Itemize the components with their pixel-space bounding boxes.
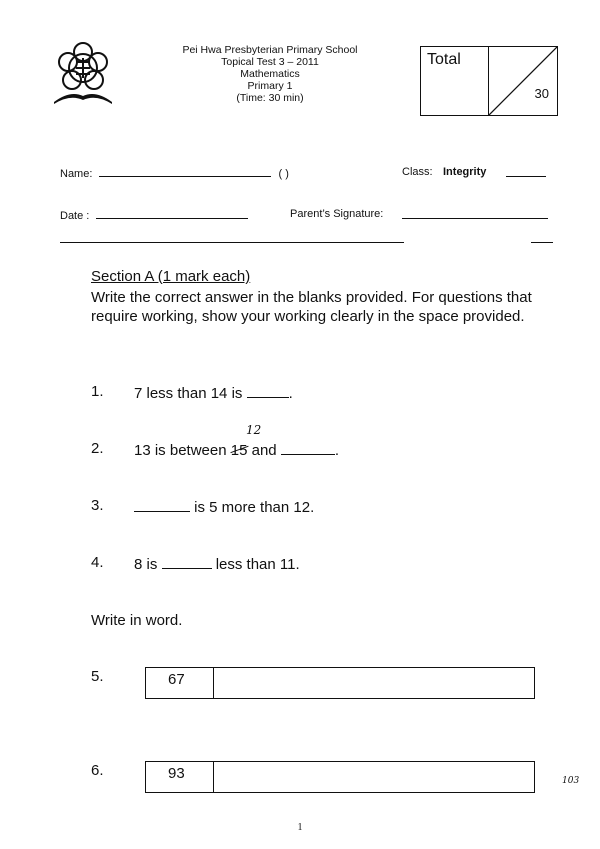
date-label: Date : [60, 210, 90, 222]
subject: Mathematics [240, 68, 300, 80]
class-label: Class: [402, 166, 433, 178]
diagonal-divider [489, 47, 557, 115]
max-score: 30 [534, 86, 549, 101]
write-in-word-prompt: Write in word. [91, 612, 183, 629]
question-text: is 5 more than 12. [194, 499, 315, 516]
signature-label: Parent’s Signature: [290, 208, 384, 220]
question-number: 3. [91, 497, 104, 514]
answer-blank[interactable] [162, 554, 212, 569]
question-number: 1. [91, 383, 104, 400]
page-number: 1 [297, 822, 303, 833]
total-score-box [420, 46, 558, 116]
question-6-number: 6. [91, 762, 104, 779]
handwritten-correction: 12 [246, 423, 262, 437]
class-extra-field[interactable] [506, 166, 546, 177]
margin-note: 103 [562, 776, 580, 786]
date-row [60, 208, 560, 222]
test-title: Topical Test 3 – 2011 [221, 56, 319, 68]
divider-line-short [531, 242, 553, 243]
question-text: 7 less than 14 is [134, 385, 243, 402]
date-field[interactable] [96, 208, 248, 219]
question-text: 13 is between [134, 442, 227, 459]
number-cell: 93 [146, 762, 214, 792]
question-5-box [145, 667, 535, 699]
school-header [150, 44, 390, 104]
question-text: 8 is [134, 556, 158, 573]
school-crest-icon [52, 40, 114, 106]
question-number: 4. [91, 554, 104, 571]
school-name: Pei Hwa Presbyterian Primary School [182, 44, 358, 56]
name-label: Name: [60, 168, 93, 180]
answer-blank[interactable] [134, 497, 190, 512]
signature-field[interactable] [402, 208, 548, 219]
total-label: Total [427, 51, 461, 68]
question-6-box [145, 761, 535, 793]
section-title: Section A (1 mark each) [91, 268, 251, 285]
class-value: Integrity [443, 166, 487, 178]
answer-blank[interactable] [281, 440, 335, 455]
number-cell: 67 [146, 668, 214, 698]
question-5-number: 5. [91, 668, 104, 685]
question-number: 2. [91, 440, 104, 457]
level: Primary 1 [247, 80, 293, 92]
name-row [60, 166, 560, 180]
divider-line [60, 242, 404, 243]
word-answer-field[interactable] [214, 762, 534, 792]
time-limit: (Time: 30 min) [236, 92, 304, 104]
word-answer-field[interactable] [214, 668, 534, 698]
index-bracket: ( ) [278, 168, 289, 180]
section-instructions: Write the correct answer in the blanks provided. For questions that require working, show your working clearly in the space provided. [91, 289, 532, 325]
struck-number: 15 [230, 442, 248, 459]
name-field[interactable] [99, 166, 271, 177]
answer-blank[interactable] [247, 383, 289, 398]
